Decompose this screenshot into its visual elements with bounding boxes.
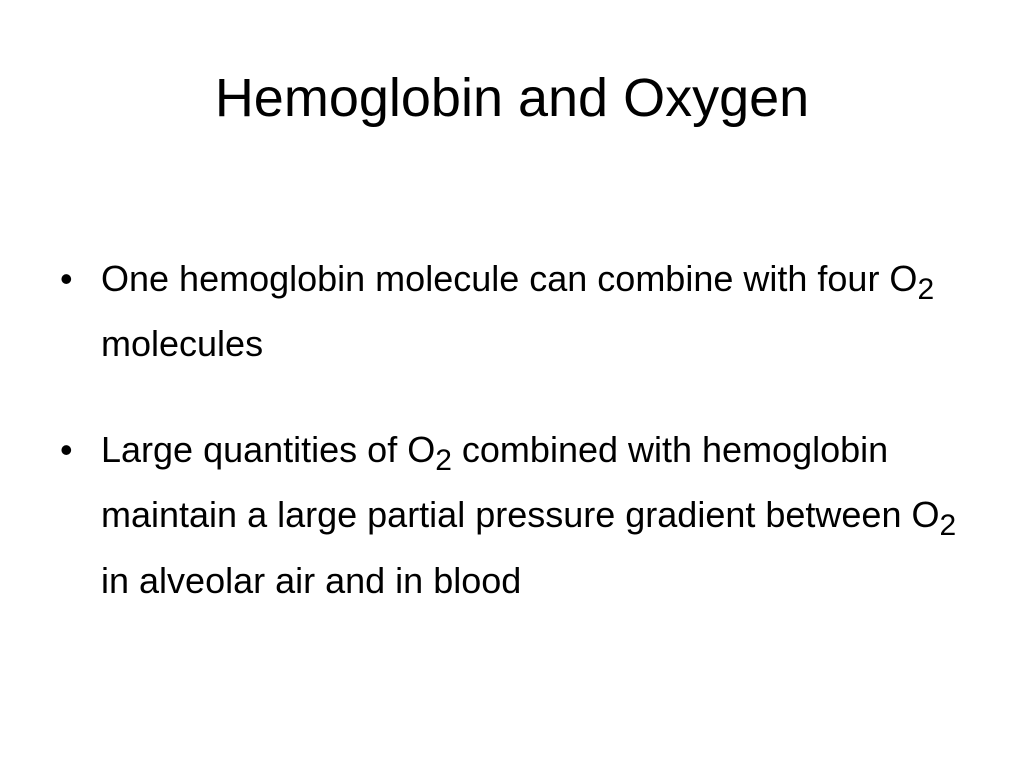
subscript: 2: [917, 273, 935, 307]
bullet-text-segment: molecules: [101, 258, 945, 365]
bullet-text-segment: combined with hemoglobin maintain a large partial pressure gradient between O: [101, 429, 940, 536]
bullet-text-segment: in alveolar air and in blood: [101, 494, 967, 601]
slide-title: Hemoglobin and Oxygen: [214, 68, 810, 128]
subscript: 2: [939, 509, 957, 543]
bullet-mark: •: [60, 258, 73, 299]
bullet-text: [101, 429, 966, 600]
bullet-text-segment: Large quantities of O: [101, 429, 436, 471]
bullet-text-segment: One hemoglobin molecule can combine with four O: [101, 258, 918, 299]
bullet-mark: •: [60, 429, 73, 471]
bullet-item-2: [60, 423, 967, 607]
bullet-item-1: [60, 252, 960, 371]
subscript: 2: [435, 444, 452, 478]
bullet-text: [101, 258, 944, 364]
bullet-list: [60, 252, 967, 608]
